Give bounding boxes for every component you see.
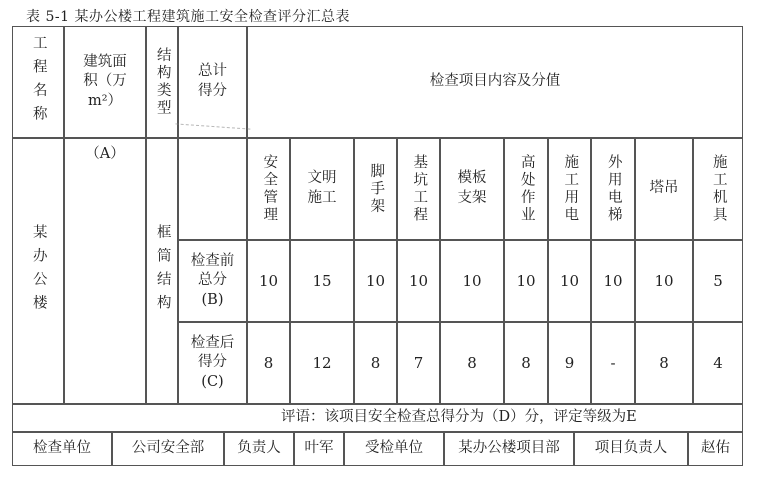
score-value: 10 (462, 271, 482, 290)
score-value: 8 (467, 353, 477, 372)
project-name-value: 某办公楼 (30, 224, 47, 318)
inspected-unit (444, 432, 574, 466)
header-project-name (12, 26, 64, 138)
header-project-name-text: 工程名称 (30, 35, 47, 129)
inspection-unit-label-text: 检查单位 (33, 440, 91, 457)
score-value: 8 (659, 353, 669, 372)
project-lead-label (574, 432, 688, 466)
item-header (247, 138, 290, 240)
score-value: 8 (370, 353, 381, 372)
header-structure-text: 结构类型 (154, 47, 171, 117)
score-value: 10 (258, 271, 279, 290)
item-header-text: 文明施工 (307, 170, 337, 206)
item-header (591, 138, 635, 240)
inspection-unit-text: 公司安全部 (131, 440, 205, 457)
structure-value: 框筒结构 (154, 224, 171, 318)
item-header (548, 138, 591, 240)
score-row-label-text: 检查前总分(B) (190, 252, 235, 308)
score-cell (591, 240, 635, 322)
item-header-text: 施工用电 (562, 154, 579, 224)
project-lead (688, 432, 743, 466)
score-cell (397, 240, 440, 322)
evaluation-text: 评语：该项目安全检查总得分为（D）分，评定等级为E (281, 409, 637, 426)
score-row-label (178, 322, 247, 404)
structure-cell (146, 138, 178, 404)
area-cell (64, 138, 146, 404)
score-row-label-text: 检查后得分(C) (190, 334, 235, 390)
item-header-text: 高处作业 (518, 154, 535, 224)
score-cell (635, 322, 693, 404)
item-header (635, 138, 693, 240)
score-value: 9 (564, 353, 575, 372)
header-area (64, 26, 146, 138)
inspection-unit (112, 432, 224, 466)
score-value: 10 (365, 271, 386, 290)
score-cell (693, 240, 743, 322)
score-value: 8 (263, 353, 274, 372)
item-header-text: 安全管理 (261, 154, 278, 224)
header-total-score (178, 26, 247, 138)
score-cell (504, 240, 548, 322)
inspected-unit-label-text: 受检单位 (365, 440, 423, 457)
score-cell (354, 240, 397, 322)
item-header-text: 模板支架 (457, 170, 487, 206)
responsible-label-text: 负责人 (237, 440, 281, 457)
score-value: 8 (521, 353, 531, 372)
project-lead-text: 赵佑 (701, 440, 730, 457)
item-header (693, 138, 743, 240)
item-header (354, 138, 397, 240)
item-header-text: 外用电梯 (605, 154, 622, 224)
item-header (504, 138, 548, 240)
score-cell (635, 240, 693, 322)
header-inspection-items (247, 26, 743, 138)
score-cell (290, 240, 354, 322)
score-cell (354, 322, 397, 404)
inspected-unit-text: 某办公楼项目部 (458, 440, 560, 457)
score-value: 10 (603, 271, 623, 290)
score-value: 10 (654, 271, 674, 290)
project-lead-label-text: 项目负责人 (594, 440, 668, 457)
header-total-score-text: 总计得分 (198, 63, 227, 99)
item-header (397, 138, 440, 240)
header-area-text: 建筑面积（万m²） (83, 53, 127, 109)
score-value: 10 (408, 271, 429, 290)
score-value: 12 (312, 353, 332, 372)
header-inspection-items-text: 检查项目内容及分值 (429, 73, 561, 90)
evaluation-row (12, 404, 743, 432)
score-value: - (610, 353, 616, 372)
item-header (440, 138, 504, 240)
score-value: 5 (713, 271, 723, 290)
blank-score-cell (178, 138, 247, 240)
score-value: 7 (413, 353, 424, 372)
item-header-text: 脚手架 (368, 162, 385, 216)
score-cell (548, 240, 591, 322)
score-row-label (178, 240, 247, 322)
score-value: 10 (559, 271, 580, 290)
score-cell (440, 322, 504, 404)
score-cell (247, 322, 290, 404)
area-value: （A） (85, 146, 125, 162)
header-structure (146, 26, 178, 138)
score-cell (548, 322, 591, 404)
table-title: 表 5-1 某办公楼工程建筑施工安全检查评分汇总表 (26, 9, 350, 25)
score-cell (440, 240, 504, 322)
responsible-label (224, 432, 294, 466)
item-header-text: 塔吊 (649, 180, 679, 197)
item-header (290, 138, 354, 240)
score-cell (290, 322, 354, 404)
score-cell (504, 322, 548, 404)
score-cell (397, 322, 440, 404)
project-name-cell (12, 138, 64, 404)
responsible (294, 432, 344, 466)
score-cell (247, 240, 290, 322)
inspection-unit-label (12, 432, 112, 466)
responsible-text: 叶军 (304, 440, 334, 457)
score-value: 4 (713, 353, 723, 372)
inspected-unit-label (344, 432, 444, 466)
item-header-text: 施工机具 (710, 154, 727, 224)
score-cell (693, 322, 743, 404)
score-cell (591, 322, 635, 404)
safety-score-table (12, 26, 743, 466)
item-header-text: 基坑工程 (411, 154, 428, 224)
score-value: 10 (516, 271, 536, 290)
score-value: 15 (312, 271, 332, 290)
